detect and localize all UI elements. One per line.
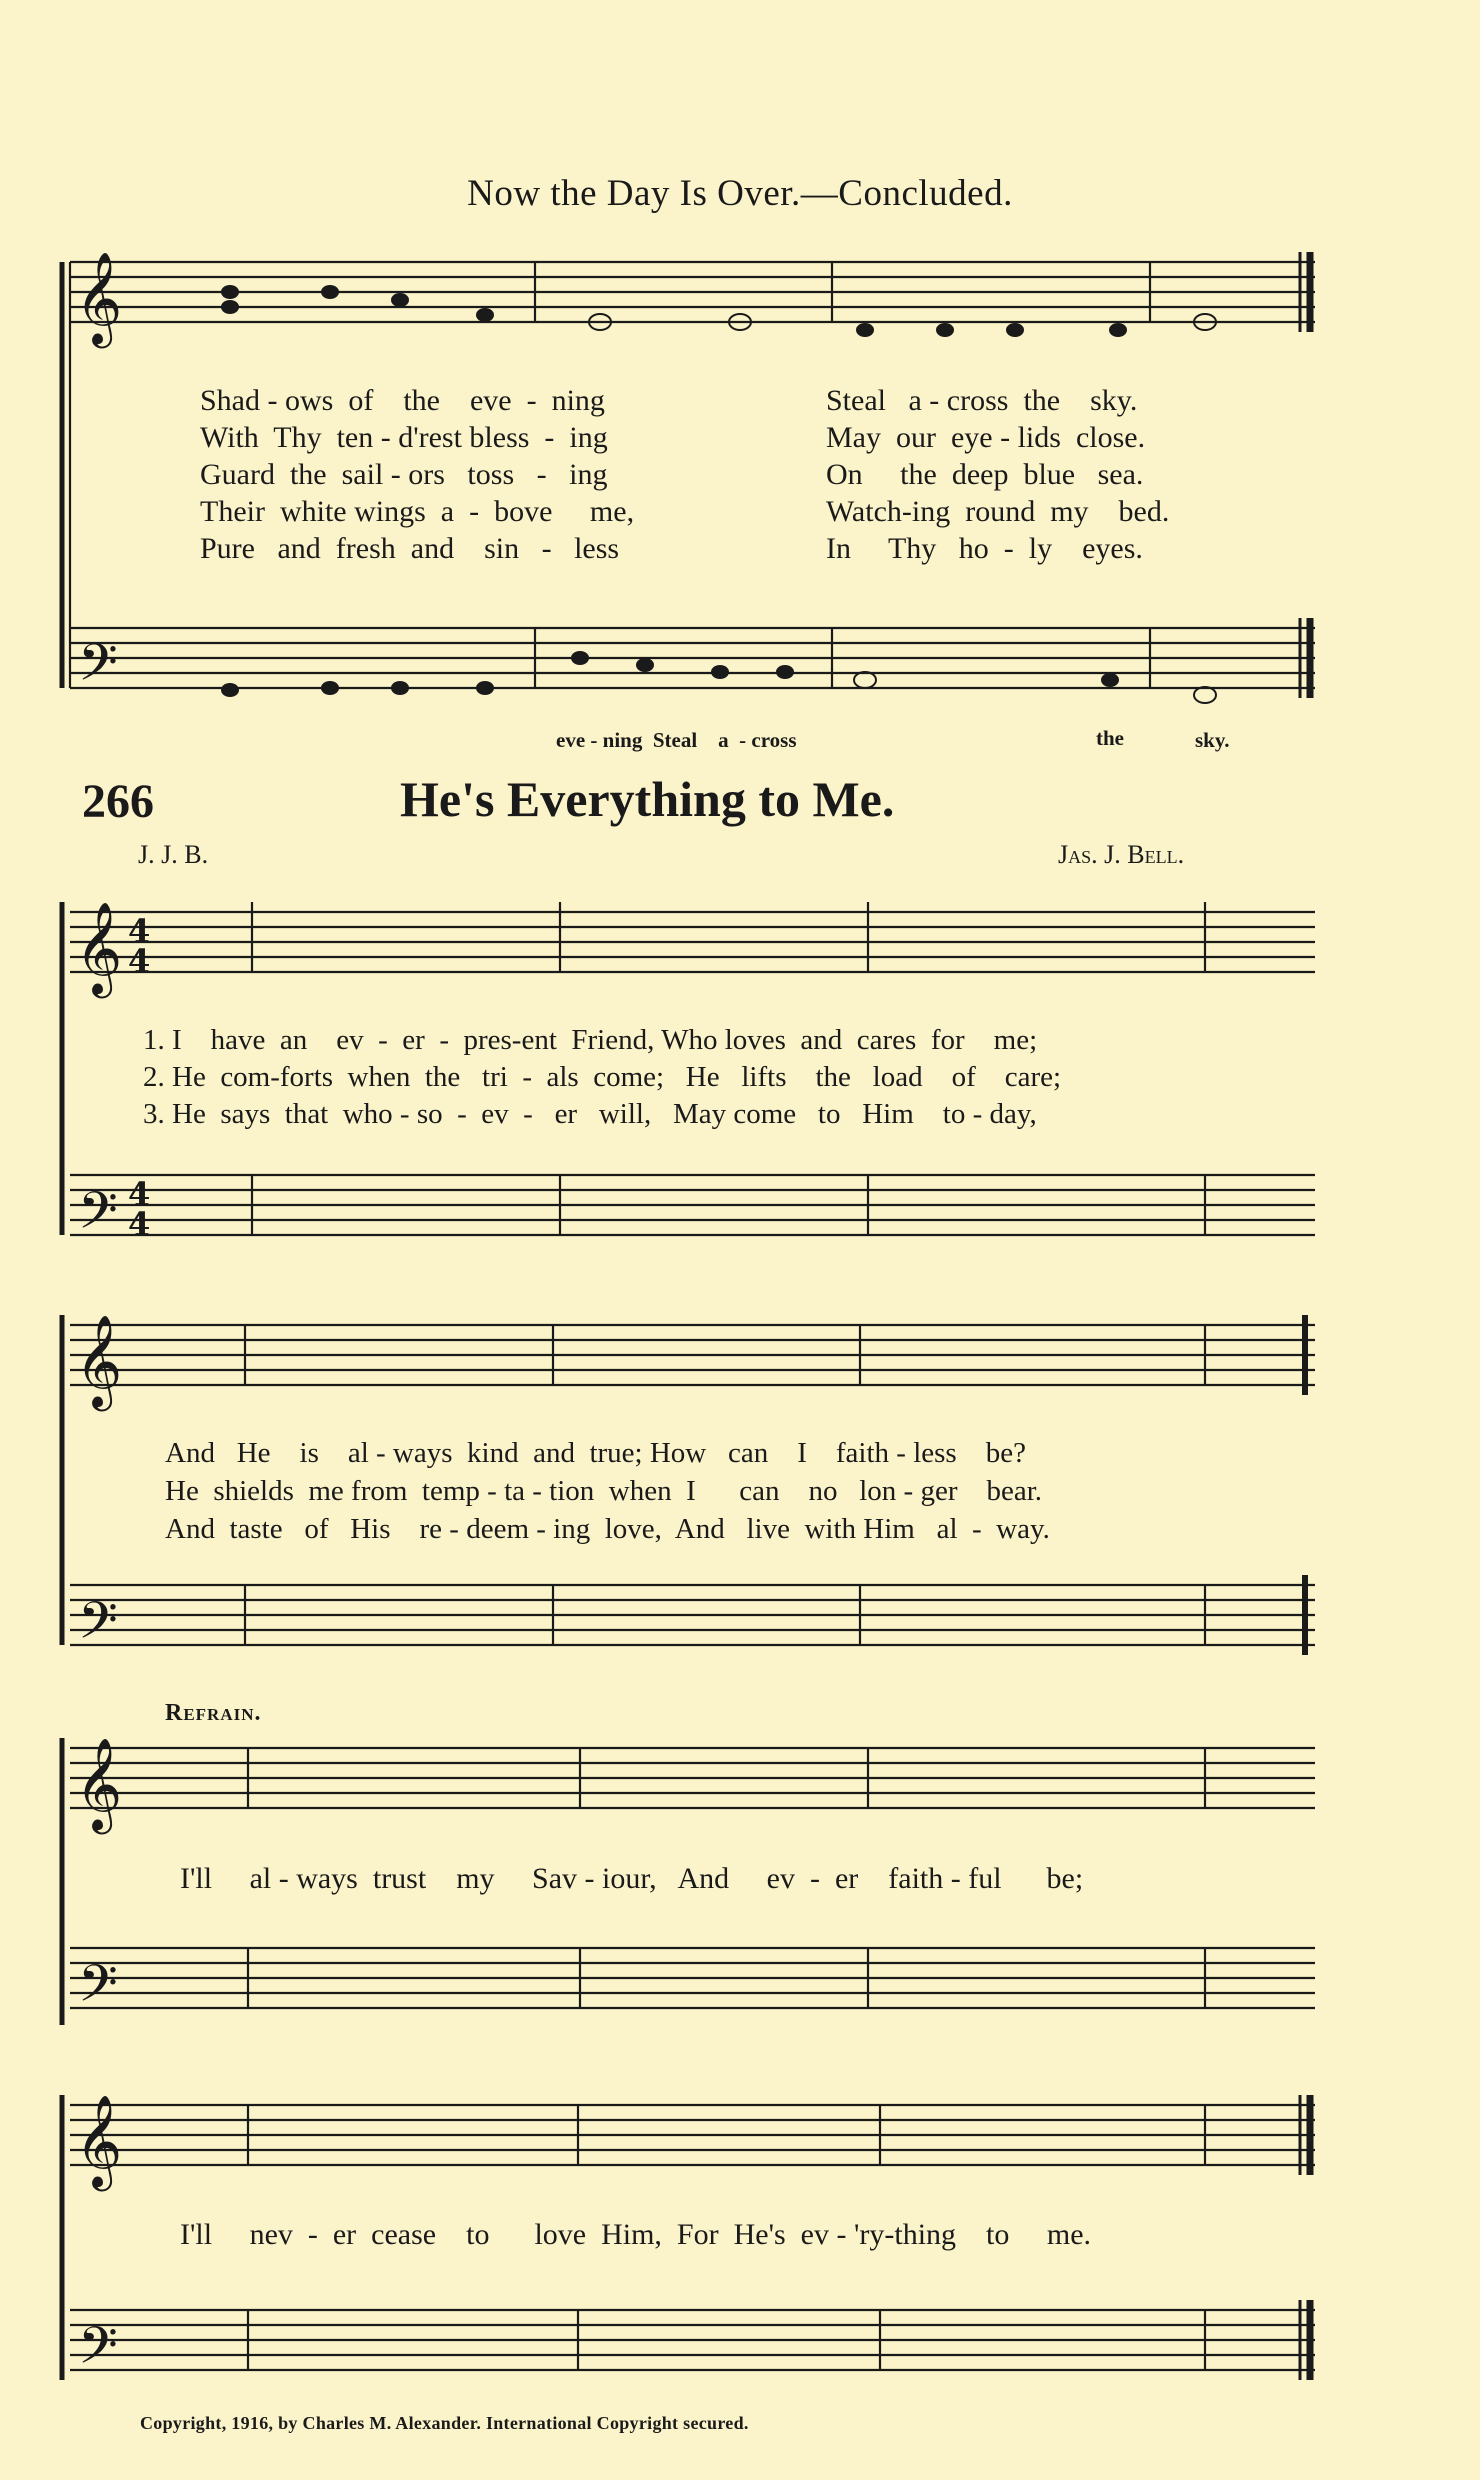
staff-s1-bass: [70, 628, 1315, 688]
verse-line: 3. He says that who - so - ev - er will, May come to Him to - day,: [143, 1098, 1037, 1130]
svg-text:4: 4: [128, 1175, 151, 1213]
svg-text:𝄞: 𝄞: [75, 901, 123, 994]
verse-line: 1. I have an ev - er - pres-ent Friend, Who loves and cares for me;: [143, 1024, 1038, 1056]
section1-verses-right: [826, 382, 1169, 567]
verse-line: In Thy ho - ly eyes.: [826, 532, 1143, 565]
svg-text:4: 4: [128, 1205, 151, 1243]
verse-line: Shad - ows of the eve - ning: [200, 384, 605, 417]
bass-lyric-2: the: [1096, 726, 1124, 750]
treble-clef-icon: 𝄞: [75, 251, 123, 344]
verse-line: Guard the sail - ors toss - ing: [200, 458, 608, 491]
svg-text:4: 4: [128, 912, 151, 950]
hymn-verses-b: [165, 1434, 1050, 1548]
staff-s1-treble: [70, 262, 1315, 322]
verse-line: May our eye - lids close.: [826, 421, 1146, 454]
svg-text:4: 4: [128, 942, 151, 980]
hymn-title: He's Everything to Me.: [400, 771, 895, 827]
verse-line: Their white wings a - bove me,: [200, 495, 635, 528]
words-by: J. J. B.: [138, 840, 209, 869]
copyright-notice: Copyright, 1916, by Charles M. Alexander. International Copyright secured.: [140, 2413, 749, 2433]
verse-line: He shields me from temp - ta - tion when I can no lon - ger bear.: [165, 1475, 1043, 1507]
verse-line: And taste of His re - deem - ing love, And live with Him al - way.: [165, 1513, 1050, 1545]
refrain-line-2: I'll nev - er cease to love Him, For He's ev - 'ry-thing to me.: [180, 2218, 1092, 2251]
verse-line: Steal a - cross the sky.: [826, 384, 1138, 417]
svg-text:𝄞: 𝄞: [75, 1737, 123, 1830]
svg-text:𝄞: 𝄞: [75, 2094, 123, 2187]
refrain-label: Refrain.: [165, 1700, 262, 1726]
verse-line: Watch-ing round my bed.: [826, 495, 1170, 528]
verse-line: And He is al - ways kind and true; How can I faith - less be?: [165, 1437, 1026, 1469]
refrain-line-1: I'll al - ways trust my Sav - iour, And ev - er faith - ful be;: [180, 1862, 1084, 1895]
section-title-concluded: Now the Day Is Over.—Concluded.: [467, 173, 1013, 214]
bass-lyric-3: sky.: [1195, 728, 1230, 752]
hymn-verses-a: [143, 1022, 1061, 1133]
verse-line: Pure and fresh and sin - less: [200, 532, 620, 565]
music-by: Jas. J. Bell.: [1058, 840, 1185, 869]
bass-clef-icon: 𝄢: [78, 632, 118, 705]
svg-text:𝄞: 𝄞: [75, 1314, 123, 1407]
svg-text:𝄢: 𝄢: [78, 1953, 118, 2026]
verse-line: With Thy ten - d'rest bless - ing: [200, 421, 608, 454]
svg-text:𝄢: 𝄢: [78, 1180, 118, 1253]
section1-verses-left: [200, 382, 634, 567]
svg-text:𝄢: 𝄢: [78, 2315, 118, 2388]
verse-line: On the deep blue sea.: [826, 458, 1144, 491]
hymn-number: 266: [82, 775, 154, 828]
svg-text:𝄢: 𝄢: [78, 1590, 118, 1663]
bass-lyric: eve - ning Steal a - cross: [556, 728, 797, 752]
verse-line: 2. He com-forts when the tri - als come; He lifts the load of care;: [143, 1061, 1062, 1093]
